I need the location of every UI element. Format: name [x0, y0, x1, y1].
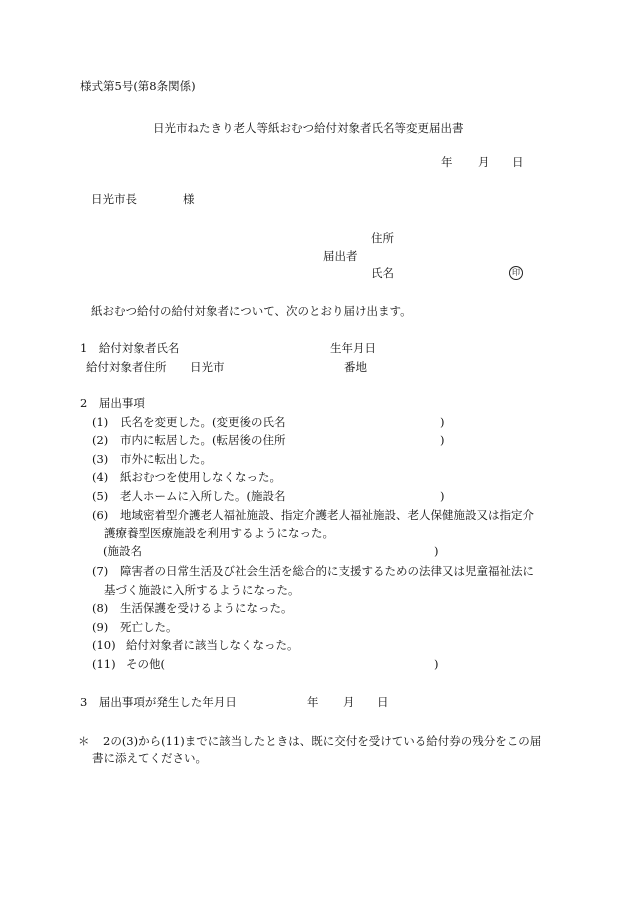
recipient-city: 日光市 [190, 360, 225, 374]
note-line-2: 書に添えてください。 [92, 751, 207, 765]
item-text: 死亡した。 [120, 620, 178, 634]
item-text: その他( [126, 657, 165, 671]
date-year-label: 年 [441, 155, 453, 169]
item-number: (5) [92, 489, 109, 503]
item-text: 給付対象者に該当しなくなった。 [126, 638, 299, 652]
item-number: (3) [92, 452, 109, 466]
applicant-address-label: 住所 [371, 231, 394, 245]
recipient-address-label: 給付対象者住所 [86, 360, 167, 374]
item-number: (4) [92, 470, 109, 484]
recipient-banchi: 番地 [344, 360, 367, 374]
form-number: 様式第5号(第8条関係) [80, 79, 196, 93]
date-day-label: 日 [512, 155, 524, 169]
document-title: 日光市ねたきり老人等紙おむつ給付対象者氏名等変更届出書 [153, 121, 464, 135]
item-close-paren: ) [434, 657, 439, 671]
birthdate-label: 生年月日 [330, 341, 376, 355]
item-text: 市内に転居した。(転居後の住所 [120, 433, 286, 447]
item-facility-label: (施設名 [103, 544, 142, 558]
item-text: 老人ホームに入所した。(施設名 [120, 489, 286, 503]
item-text-continued: 護療養型医療施設を利用するようになった。 [104, 526, 334, 540]
addressee-name: 日光市長 [91, 192, 137, 206]
item-number: (10) [92, 638, 116, 652]
section3-month-label: 月 [343, 695, 355, 709]
item-text: 紙おむつを使用しなくなった。 [120, 470, 281, 484]
item-number: (7) [92, 564, 109, 578]
item-text: 市外に転出した。 [120, 452, 212, 466]
item-number: (11) [92, 657, 116, 671]
item-number: (1) [92, 415, 109, 429]
applicant-name-label: 氏名 [371, 266, 394, 280]
section3-heading: 3 届出事項が発生した年月日 [80, 695, 237, 709]
seal-mark: 印 [509, 266, 523, 280]
section3-year-label: 年 [307, 695, 319, 709]
date-month-label: 月 [478, 155, 490, 169]
applicant-role-label: 届出者 [323, 249, 358, 263]
item-close-paren: ) [440, 433, 445, 447]
item-text: 障害者の日常生活及び社会生活を総合的に支援するための法律又は児童福祉法に [120, 564, 534, 578]
item-close-paren: ) [434, 544, 439, 558]
item-text: 地域密着型介護老人福祉施設、指定介護老人福祉施設、老人保健施設又は指定介 [120, 508, 534, 522]
section3-day-label: 日 [377, 695, 389, 709]
item-text: 氏名を変更した。(変更後の氏名 [120, 415, 286, 429]
item-close-paren: ) [440, 415, 445, 429]
addressee-honorific: 様 [183, 192, 195, 206]
item-number: (8) [92, 601, 109, 615]
note-asterisk: ＊ [78, 734, 90, 748]
section1-heading: 1 給付対象者氏名 [80, 341, 180, 355]
item-number: (9) [92, 620, 109, 634]
intro-text: 紙おむつ給付の給付対象者について、次のとおり届け出ます。 [91, 304, 412, 318]
item-close-paren: ) [440, 489, 445, 503]
item-number: (6) [92, 508, 109, 522]
item-text: 生活保護を受けるようになった。 [120, 601, 293, 615]
note-line-1: 2の(3)から(11)までに該当したときは、既に交付を受けている給付券の残分をこの届 [103, 734, 542, 748]
item-number: (2) [92, 433, 109, 447]
section2-heading: 2 届出事項 [80, 396, 145, 410]
item-text-continued: 基づく施設に入所するようになった。 [104, 583, 300, 597]
